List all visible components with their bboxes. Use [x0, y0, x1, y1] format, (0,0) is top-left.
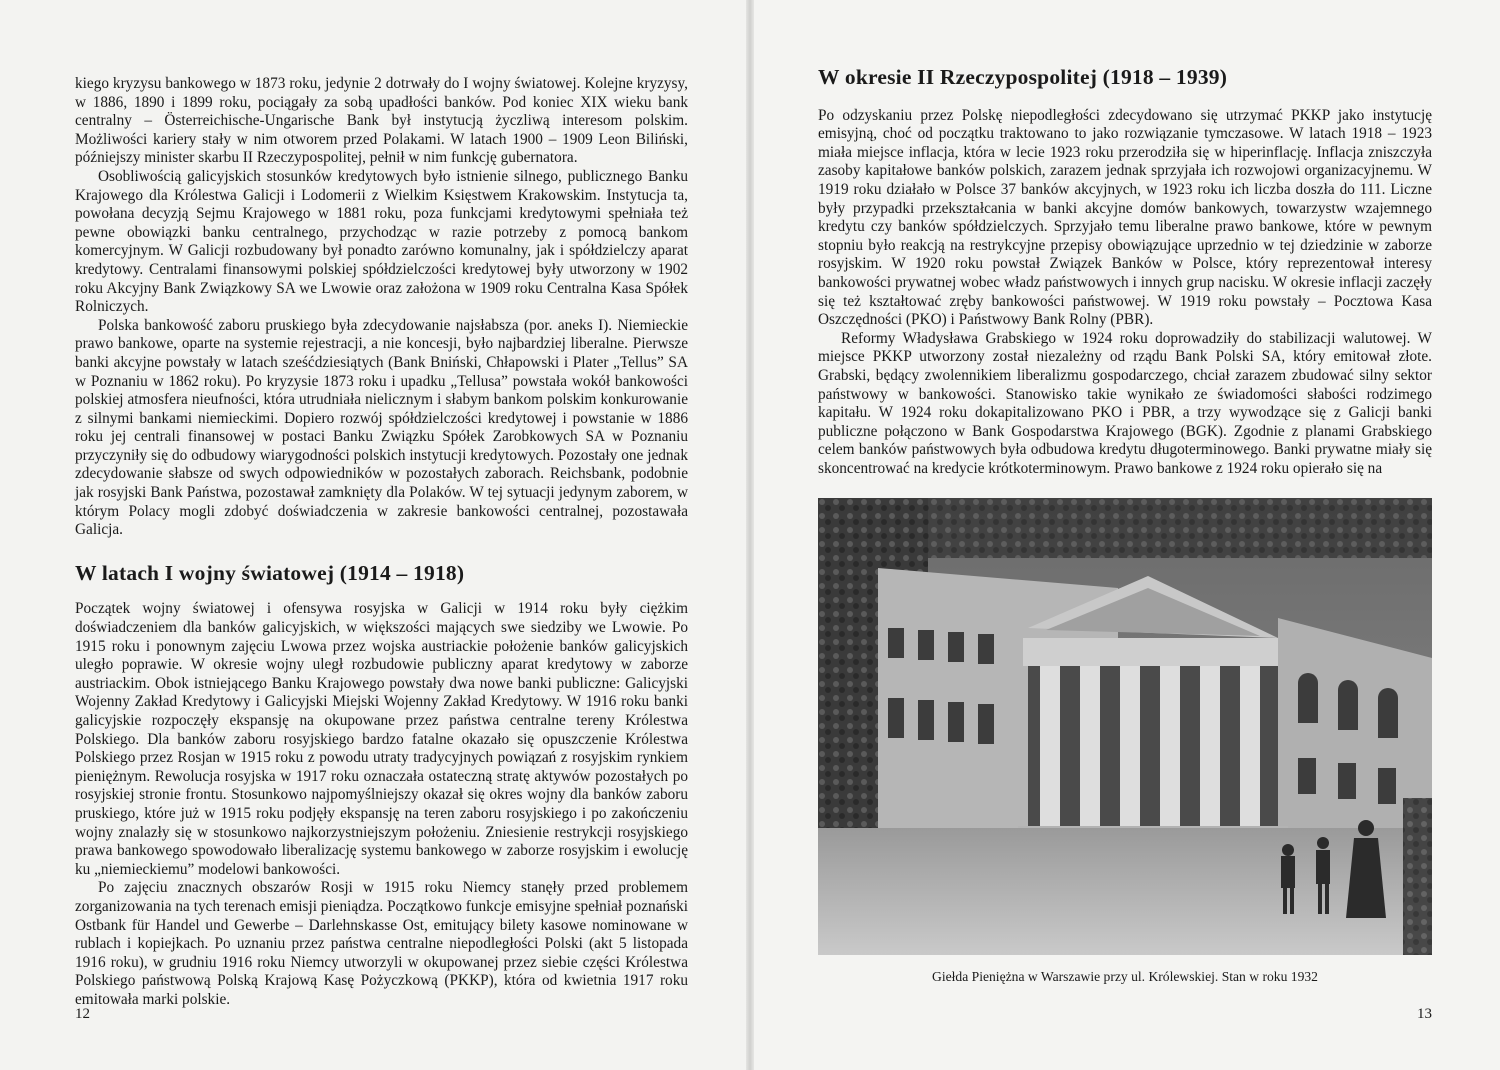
page-number-left: 12: [75, 1006, 90, 1022]
left-text-column: [75, 75, 688, 1010]
section-heading: W okresie II Rzeczypospolitej (1918 – 1939): [818, 65, 1228, 89]
page-number-right: 13: [1417, 1006, 1432, 1022]
paragraph: Osobliwością galicyjskich stosunków kredytowych było istnienie silnego, publicznego Banku Krajowego dla Królestwa Galicji i Lodomerii z Wielkim Księstwem Krakowskim. Instytucja ta, powołana decyzją Sejmu Krajowego w 1881 roku, poza funkcjami kredytowymi spełniała też pewne obowiązki banku centralnego, przychodząc w razie potrzeby z pomocą bankom komercyjnym. W Galicji rozbudowany był ponadto zarówno komunalny, jak i spółdzielczy aparat kredytowy. Centralami finansowymi polskiej spółdzielczości kredytowej były utworzony w 1902 roku Akcyjny Bank Związkowy SA we Lwowie oraz założona w 1909 roku Centralna Kasa Spółek Rolniczych.: [75, 167, 688, 316]
paragraph: Po zajęciu znacznych obszarów Rosji w 1915 roku Niemcy stanęły przed problemem zorganizowania na tych terenach emisji pieniądza. Początkowo funkcje emisyjne spełniał poznański Ostbank für Handel und Gewerbe – Darlehnskasse Ost, emitujący bilety kasowe nominowane w rublach i kopiejkach. Po uznaniu przez państwa centralne niepodległości Polski (akt 5 listopada 1916 roku), w grudniu 1916 roku Niemcy utworzyli w okupowanej przez siebie części Królestwa Polskiego państwową Polską Krajową Kasę Pożyczkową (PKKP), która od kwietnia 1917 roku emitowała marki polskie.: [75, 879, 688, 1008]
paragraph: Początek wojny światowej i ofensywa rosyjska w Galicji w 1914 roku były ciężkim doświadczeniem dla banków galicyjskich, w większości mających swe siedziby we Lwowie. Po 1915 roku i ponownym zajęciu Lwowa przez wojska austriackie położenie banków galicyjskich uległo poprawie. W okresie wojny uległ rozbudowie publiczny aparat kredytowy w zaborze austriackim. Obok istniejącego Banku Krajowego powstały dwa nowe banki publiczne: Galicyjski Wojenny Zakład Kredytowy i Galicyjski Miejski Wojenny Zakład Kredytowy. W 1916 roku banki galicyjskie rozpoczęły ekspansję na okupowane przez państwa centralne tereny Królestwa Polskiego. Dla banków zaboru rosyjskiego bardzo fatalne okazało się opuszczenie Królestwa Polskiego przez Rosjan w 1915 roku z powodu utraty tradycyjnych powiązań z rosyjskim rynkiem pieniężnym. Rewolucja rosyjska w 1917 roku oznaczała ostateczną stratę aktywów pozostałych po rosyjskiej stronie frontu. Stosunkowo najpomyślniejszy okazał się okres wojny dla banków zaboru pruskiego, które już w 1915 roku podjęły ekspansję na teren zaboru rosyjskiego i po zakończeniu wojny znalazły się w stosunkowo najkorzystniejszym położeniu. Zniesienie restrykcji rosyjskiego prawa bankowego spowodowało liberalizację systemu bankowego w zaborze rosyjskim i ewolucję ku „niemieckiemu” modelowi bankowości.: [75, 600, 688, 878]
section-heading: W latach I wojny światowej (1914 – 1918): [75, 560, 465, 585]
paragraph: Po odzyskaniu przez Polskę niepodległości zdecydowano się utrzymać PKKP jako instytucję emisyjną, choć od początku traktowano to jako rozwiązanie tymczasowe. W latach 1918 – 1923 miała miejsce inflacja, która w lecie 1923 roku przerodziła się w hiperinflację. Inflacja zniszczyła zasoby kapitałowe banków polskich, zarazem jednak sprzyjała ich rozwojowi organizacyjnemu. W 1919 roku działało w Polsce 37 banków akcyjnych, w 1923 roku ich liczba doszła do 111. Liczne były przypadki przekształcania w banki akcyjne domów bankowych, towarzystw wzajemnego kredytu czy banków spółdzielczych. Sprzyjało temu liberalne prawo bankowe, które w pewnym stopniu było reakcją na restrykcyjne przepisy obowiązujące uprzednio w tej dziedzinie w zaborze rosyjskim. W 1920 roku powstał Związek Banków w Polsce, który reprezentował interesy bankowości prywatnej wobec władz państwowych i innych grup nacisku. W okresie inflacji zaczęły się też kształtować zręby bankowości państwowej. W 1919 roku powstały – Pocztowa Kasa Oszczędności (PKO) i Państwowy Bank Rolny (PBR).: [818, 106, 1432, 329]
book-gutter: [746, 0, 754, 1070]
paragraph: Polska bankowość zaboru pruskiego była zdecydowanie najsłabsza (por. aneks I). Niemieckie prawo bankowe, oparte na systemie rejestracji, a nie koncesji, było najbardziej liberalne. Pierwsze banki akcyjne powstały w latach sześćdziesiątych (Bank Bniński, Chłapowski i Plater „Tellus” SA w Poznaniu w 1862 roku). Po kryzysie 1873 roku i upadku „Tellusa” powstała wokół bankowości polskiej atmosfera nieufności, która utrudniała nielicznym i słabym bankom polskim konkurowanie z silnymi bankami niemieckimi. Dopiero rozwój spółdzielczości kredytowej i powstanie w 1886 roku jej centrali finansowej w postaci Banku Związku Spółek Zarobkowych SA w Poznaniu przyczyniły się do odbudowy wiarygodności polskich instytucji kredytowych. Pozostały one jednak zdecydowanie słabsze od swych odpowiedników w pozostałych zaborach. Reichsbank, podobnie jak rosyjski Bank Państwa, pozostawał zamknięty dla Polaków. W tej sytuacji jedynym zaborem, w którym Polacy mogli zdobyć doświadczenia w zakresie bankowości centralnej, pozostawała Galicja.: [75, 316, 688, 539]
photo-caption: Giełda Pieniężna w Warszawie przy ul. Królewskiej. Stan w roku 1932: [932, 969, 1318, 984]
paragraph: kiego kryzysu bankowego w 1873 roku, jedynie 2 dotrwały do I wojny światowej. Kolejne kryzysy, w 1886, 1890 i 1899 roku, pociągały za sobą upadłości banków. Pod koniec XIX wieku bank centralny – Österreichische-Ungarische Bank był instytucją życzliwą interesom polskim. Możliwości kariery stały w nim otworem przed Polakami. W latach 1900 – 1909 Leon Biliński, późniejszy minister skarbu II Rzeczypospolitej, pełnił w nim funkcję gubernatora.: [75, 75, 688, 167]
paragraph: Reformy Władysława Grabskiego w 1924 roku doprowadziły do stabilizacji walutowej. W miejsce PKKP utworzony został niezależny od rządu Bank Polski SA, który emitował złote. Grabski, będący zwolennikiem liberalizmu gospodarczego, chciał zarazem zbudować silny sektor państwowy w bankowości. Stanowisko takie wynikało ze świadomości słabości rodzimego kapitału. W 1924 roku dokapitalizowano PKO i PBR, a trzy wywodzące się z Galicji banki publiczne połączono w Bank Gospodarstwa Krajowego (BGK). Zgodnie z planami Grabskiego celem banków państwowych była odbudowa kredytu długoterminowego. Banki prywatne miały się skoncentrować na kredycie krótkoterminowym. Prawo bankowe z 1924 roku opierało się na: [818, 329, 1432, 477]
stock-exchange-building-image: [818, 498, 1432, 955]
building-photo: [818, 498, 1432, 955]
right-text-column: [818, 65, 1432, 478]
